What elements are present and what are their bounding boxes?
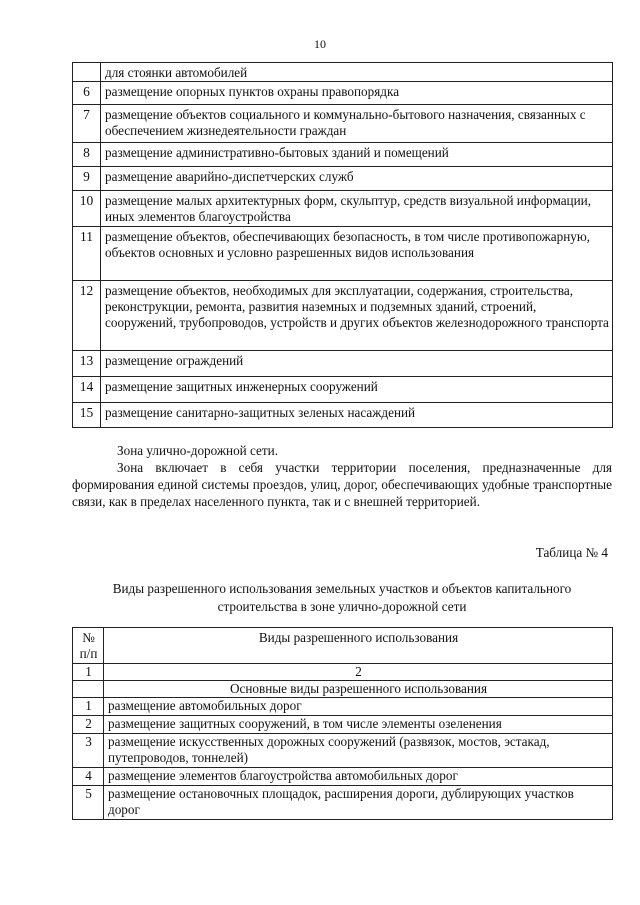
row-text: размещение опорных пунктов охраны правопорядка bbox=[101, 82, 613, 105]
row-number: 15 bbox=[73, 403, 101, 428]
row-text: размещение аварийно-диспетчерских служб bbox=[101, 167, 613, 191]
row-number: 9 bbox=[73, 167, 101, 191]
table-row bbox=[73, 167, 613, 191]
zone-description: Зона включает в себя участки территории поселения, предназначенные для формирования единой системы проездов, улиц, дорог, обеспечивающих удобные транспортные связи, как в пределах населенного пункта, так и с внешней территорией. bbox=[72, 460, 612, 509]
table-label: Таблица № 4 bbox=[535, 545, 608, 560]
row-text: для стоянки автомобилей bbox=[101, 63, 613, 82]
permitted-uses-table-continued bbox=[72, 62, 613, 428]
row-text: размещение объектов, обеспечивающих безопасность, в том числе противопожарную, объектов основных и условно разрешенных видов использования bbox=[101, 227, 613, 281]
row-number: 7 bbox=[73, 105, 101, 143]
row-number: 4 bbox=[73, 768, 104, 786]
row-text: размещение ограждений bbox=[101, 351, 613, 377]
table-row bbox=[73, 716, 613, 734]
table-index-row bbox=[73, 664, 613, 681]
table-row bbox=[73, 281, 613, 351]
table-row bbox=[73, 143, 613, 167]
section-empty-cell bbox=[73, 681, 104, 698]
table-row bbox=[73, 377, 613, 403]
row-text: размещение элементов благоустройства автомобильных дорог bbox=[104, 768, 613, 786]
row-text: размещение объектов социального и коммунально-бытового назначения, связанных с обеспечением жизнедеятельности граждан bbox=[101, 105, 613, 143]
table-row bbox=[73, 63, 613, 82]
row-text: размещение объектов, необходимых для эксплуатации, содержания, строительства, реконструкции, ремонта, развития наземных и подземных зданий, строений, сооружений, трубопроводов, устройств и других объектов железнодорожного транспорта bbox=[101, 281, 613, 351]
table-row bbox=[73, 698, 613, 716]
row-number: 12 bbox=[73, 281, 101, 351]
row-number: 14 bbox=[73, 377, 101, 403]
table-row bbox=[73, 734, 613, 768]
row-number: 13 bbox=[73, 351, 101, 377]
row-number: 6 bbox=[73, 82, 101, 105]
table-header-row bbox=[73, 628, 613, 664]
table-section-row bbox=[73, 681, 613, 698]
row-text: размещение защитных инженерных сооружений bbox=[101, 377, 613, 403]
row-number: 11 bbox=[73, 227, 101, 281]
table-row bbox=[73, 105, 613, 143]
section-title: Основные виды разрешенного использования bbox=[104, 681, 613, 698]
row-number bbox=[73, 63, 101, 82]
row-number: 3 bbox=[73, 734, 104, 768]
table-row bbox=[73, 351, 613, 377]
row-text: размещение санитарно-защитных зеленых насаждений bbox=[101, 403, 613, 428]
row-number: 10 bbox=[73, 191, 101, 227]
table-row bbox=[73, 786, 613, 820]
index-col-1: 1 bbox=[73, 664, 104, 681]
row-number: 2 bbox=[73, 716, 104, 734]
row-text: размещение автомобильных дорог bbox=[104, 698, 613, 716]
page-number: 10 bbox=[314, 37, 326, 51]
row-text: размещение остановочных площадок, расширения дороги, дублирующих участков дорог bbox=[104, 786, 613, 820]
table-row bbox=[73, 227, 613, 281]
table-row bbox=[73, 82, 613, 105]
row-number: 8 bbox=[73, 143, 101, 167]
row-text: размещение искусственных дорожных сооружений (развязок, мостов, эстакад, путепроводов, тоннелей) bbox=[104, 734, 613, 768]
header-title: Виды разрешенного использования bbox=[104, 628, 613, 664]
row-number: 1 bbox=[73, 698, 104, 716]
row-text: размещение малых архитектурных форм, скульптур, средств визуальной информации, иных элементов благоустройства bbox=[101, 191, 613, 227]
index-col-2: 2 bbox=[104, 664, 613, 681]
table-title: Виды разрешенного использования земельных участков и объектов капитального строительства в зоне улично-дорожной сети bbox=[112, 581, 572, 614]
row-number: 5 bbox=[73, 786, 104, 820]
zone-heading: Зона улично-дорожной сети. bbox=[117, 443, 278, 458]
permitted-uses-table-4 bbox=[72, 627, 613, 820]
table-row bbox=[73, 768, 613, 786]
table-row bbox=[73, 191, 613, 227]
header-number: № п/п bbox=[73, 628, 104, 664]
row-text: размещение защитных сооружений, в том числе элементы озеленения bbox=[104, 716, 613, 734]
table-row bbox=[73, 403, 613, 428]
row-text: размещение административно-бытовых зданий и помещений bbox=[101, 143, 613, 167]
